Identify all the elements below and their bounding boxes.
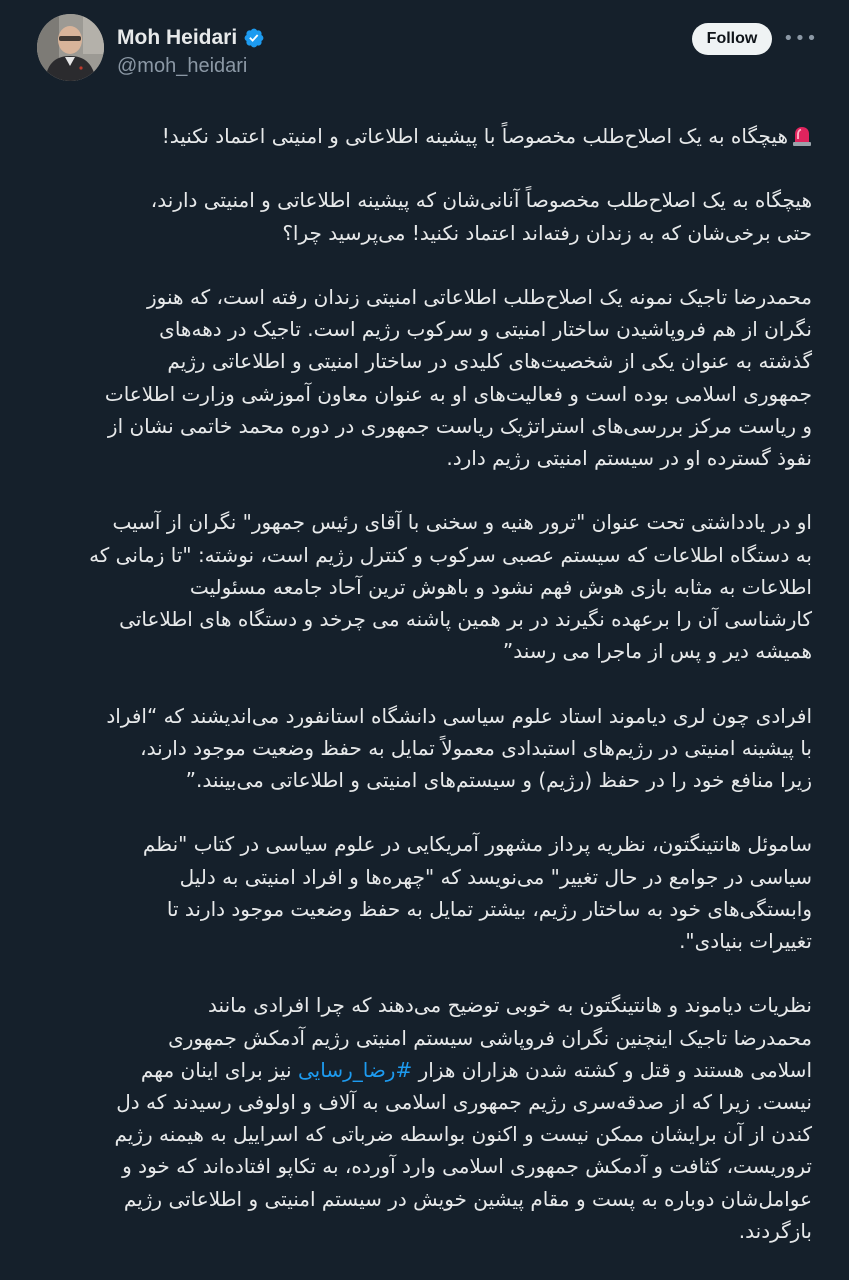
tweet-title-paragraph bbox=[38, 120, 812, 152]
paragraph-6-start: نظریات دیاموند و هانتینگتون به خوبی توضیح می‌دهند که چرا افرادی مانند محمدرضا تاجیک اینچنین نگران فروپاشی سیستم امنیتی رژیم آدمکش جمهوری اسلامی هستند و قتل و کشته شدن هزاران هزار bbox=[168, 993, 812, 1082]
avatar[interactable] bbox=[37, 14, 104, 81]
paragraph-1: هیچگاه به یک اصلاح‌طلب مخصوصاً آنانی‌شان که پیشینه اطلاعاتی و امنیتی دارند، حتی برخی‌شان که به زندان رفته‌اند اعتماد نکنید! می‌پرسید چرا؟ bbox=[150, 188, 812, 245]
handle[interactable]: @moh_heidari bbox=[117, 55, 248, 77]
paragraph-3: او در یادداشتی تحت عنوان "ترور هنیه و سخنی با آقای رئیس جمهور" نگران از آسیب به دستگاه اطلاعات که سیستم عصبی سرکوب و کنترل رژیم است، نوشته: "تا زمانی که اطلاعات به مثابه بازی هوش فهم نشود و باهوش ترین آحاد جامعه مسئولیت کارشناسی آن را برعهده نگیرند در بر همین پاشنه می چرخد و دستگاه های اطلاعاتی همیشه دیر و پس از ماجرا می رسند” bbox=[89, 510, 812, 664]
siren-icon bbox=[792, 125, 812, 147]
follow-button[interactable]: Follow bbox=[692, 23, 772, 55]
paragraph-2: محمدرضا تاجیک نمونه یک اصلاح‌طلب اطلاعاتی امنیتی زندان رفته است، که هنوز نگران از هم فروپاشیدن ساختار امنیتی و سرکوب رژیم است. تاجیک در دهه‌های گذشته به عنوان یکی از شخصیت‌های کلیدی در ساختار امنیتی و اطلاعاتی رژیم جمهوری اسلامی بوده است و فعالیت‌های او به عنوان معاون آموزشی وزارت اطلاعات و ریاست مرکز بررسی‌های استراتژیک ریاست جمهوری در دوره محمد خاتمی نشان از نفوذ گسترده او در سیستم امنیتی رژیم دارد. bbox=[104, 284, 812, 470]
avatar-photo bbox=[37, 14, 104, 81]
paragraph-4: افرادی چون لری دیاموند استاد علوم سیاسی دانشگاه استانفورد می‌اندیشند که “افراد با پیشینه امنیتی در رژیم‌های استبدادی معمولاً تمایل به حفظ وضعیت موجود دارند، زیرا منافع خود را در حفظ (رژیم) و سیستم‌های امنیتی و اطلاعاتی می‌بینند.” bbox=[106, 703, 812, 792]
paragraph-6 bbox=[38, 989, 812, 1247]
hashtag-link[interactable]: #رضا_رسایی bbox=[297, 1057, 413, 1082]
tweet-header bbox=[0, 0, 849, 100]
paragraph-6-end: نیز برای اینان مهم نیست. زیرا که از صدقه‌سری رژیم جمهوری اسلامی به آلاف و اولوفی رسیدند که دل کندن از آن برایشان ممکن نیست و اکنون بواسطه ضرباتی که اسراییل به هیمنه رژیم تروریست، کثافت و آدمکش جمهوری اسلامی وارد آورده، به تکاپو افتاده‌اند که خود و عوامل‌شان دوباره به پست و مقام پیشین خویش در سیستم امنیتی و اطلاعاتی رژیم بازگردند. bbox=[114, 1057, 812, 1243]
display-name[interactable]: Moh Heidari bbox=[117, 26, 238, 49]
paragraph-5: ساموئل هانتینگتون، نظریه پرداز مشهور آمریکایی در علوم سیاسی در کتاب "نظم سیاسی در جوامع در حال تغییر" می‌نویسد که "چهره‌ها و افراد امنیتی به دلیل وابستگی‌های خود به ساختار رژیم، بیشتر تمایل به حفظ وضعیت موجود دارند تا تغییرات بنیادی". bbox=[142, 832, 812, 953]
name-row bbox=[117, 26, 265, 50]
tweet-text bbox=[38, 120, 812, 1247]
more-horizontal-icon[interactable]: ••• bbox=[783, 28, 818, 49]
tweet-title: هیچگاه به یک اصلاح‌طلب مخصوصاً با پیشینه اطلاعاتی و امنیتی اعتماد نکنید! bbox=[161, 124, 788, 148]
verified-badge-icon bbox=[243, 27, 265, 49]
